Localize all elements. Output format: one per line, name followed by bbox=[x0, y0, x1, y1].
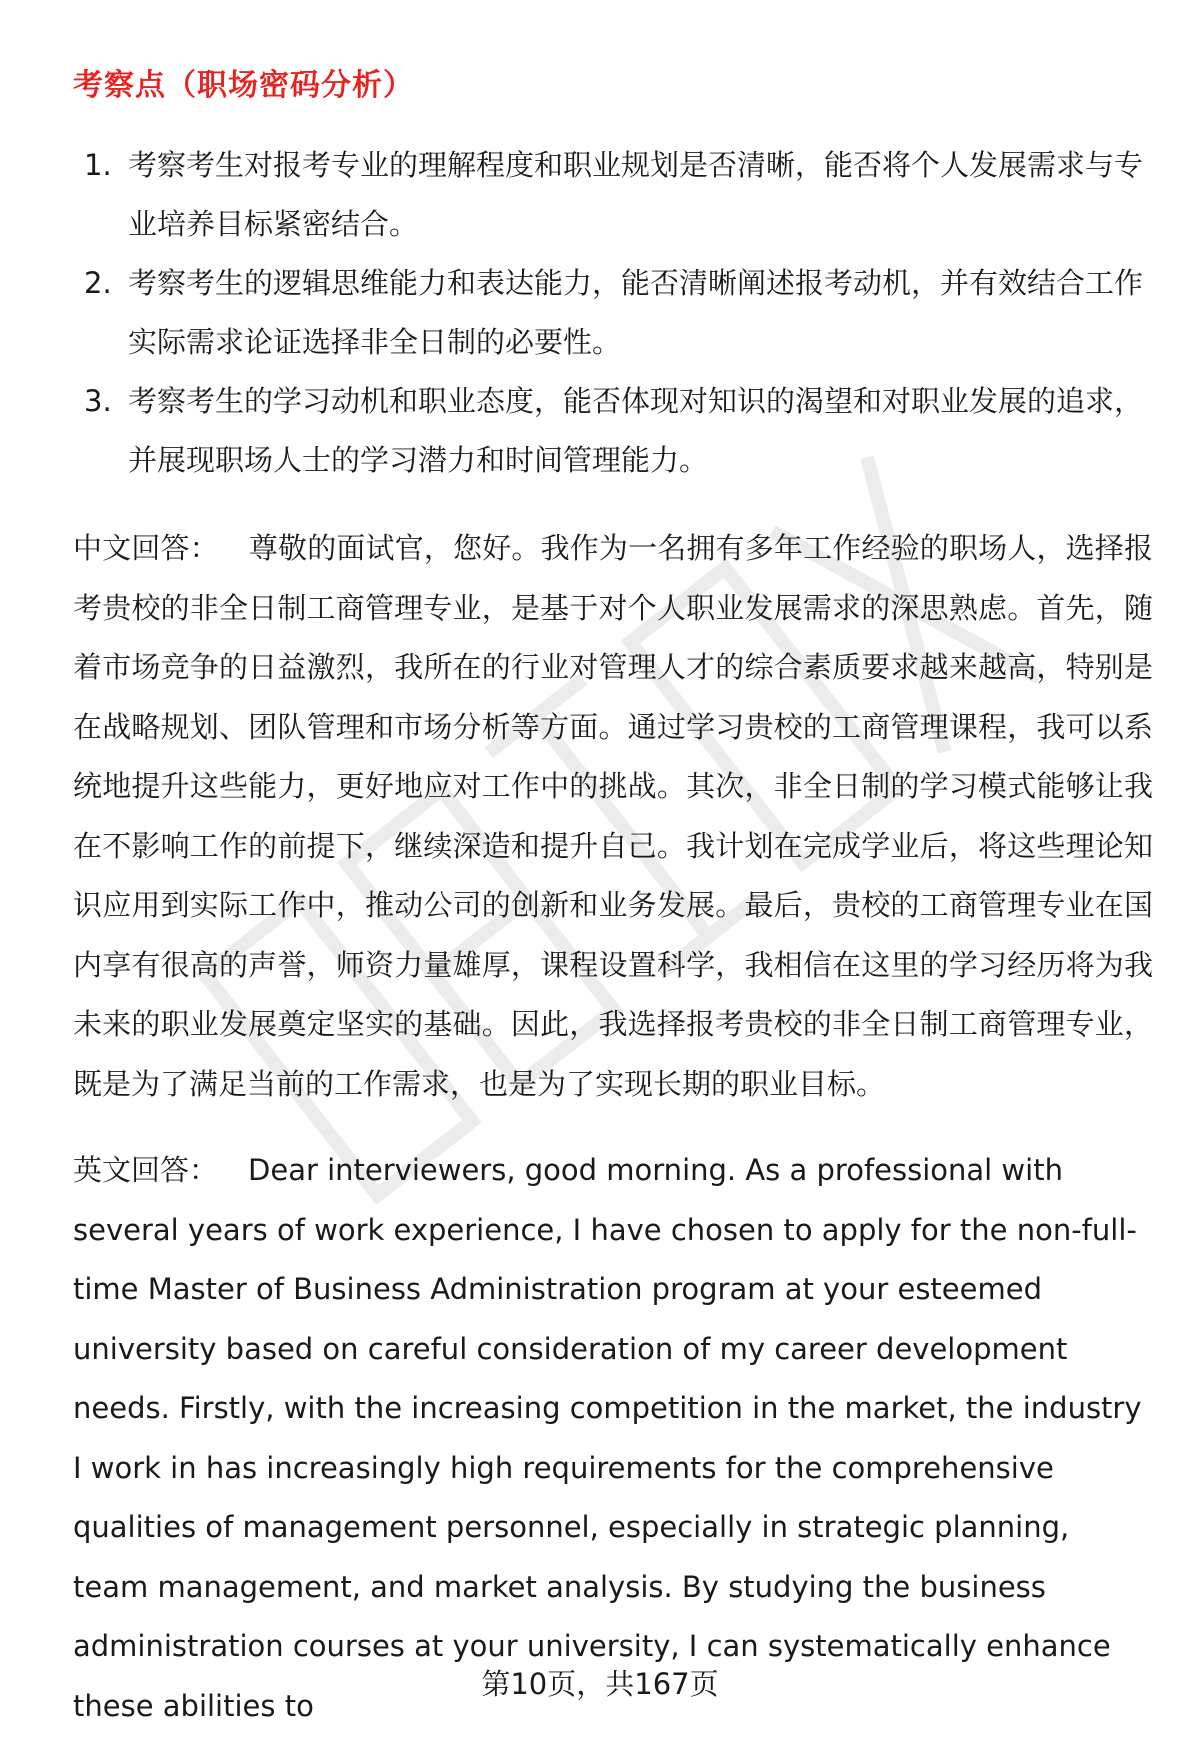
list-item-text: 考察考生的逻辑思维能力和表达能力，能否清晰阐述报考动机，并有效结合工作实际需求论证选择非全日制的必要性。 bbox=[128, 266, 1144, 359]
list-item-number: 1. bbox=[84, 148, 112, 182]
list-item-number: 3. bbox=[84, 384, 112, 418]
assessment-points-list bbox=[80, 136, 1150, 490]
list-item-number: 2. bbox=[84, 266, 112, 300]
chinese-answer bbox=[73, 519, 1153, 1114]
list-item-text: 考察考生的学习动机和职业态度，能否体现对知识的渴望和对职业发展的追求，并展现职场人士的学习潜力和时间管理能力。 bbox=[128, 384, 1144, 477]
english-answer-label: 英文回答： bbox=[73, 1153, 219, 1187]
section-heading: 考察点（职场密码分析） bbox=[73, 68, 414, 103]
page-number: 第10页，共167页 bbox=[481, 1667, 719, 1701]
chinese-answer-text: 尊敬的面试官，您好。我作为一名拥有多年工作经验的职场人，选择报考贵校的非全日制工商管理专业，是基于对个人职业发展需求的深思熟虑。首先，随着市场竞争的日益激烈，我所在的行业对管理人才的综合素质要求越来越高，特别是在战略规划、团队管理和市场分析等方面。通过学习贵校的工商管理课程，我可以系统地提升这些能力，更好地应对工作中的挑战。其次，非全日制的学习模式能够让我在不影响工作的前提下，继续深造和提升自己。我计划在完成学业后，将这些理论知识应用到实际工作中，推动公司的创新和业务发展。最后，贵校的工商管理专业在国内享有很高的声誉，师资力量雄厚，课程设置科学，我相信在这里的学习经历将为我未来的职业发展奠定坚实的基础。因此，我选择报考贵校的非全日制工商管理专业，既是为了满足当前的工作需求，也是为了实现长期的职业目标。 bbox=[73, 531, 1153, 1101]
english-answer bbox=[73, 1141, 1143, 1736]
list-item bbox=[80, 372, 1150, 490]
english-answer-text: Dear interviewers, good morning. As a professional with several years of work experience, I have chosen to apply for the non-full-time Master of Business Administration program at your esteemed university based on careful consideration of my career development needs. Firstly, with the increasing competition in the market, the industry I work in has increasingly high requirements for the comprehensive qualities of management personnel, especially in strategic planning, team management, and market analysis. By studying the business administration courses at your university, I can systematically enhance these abilities to bbox=[73, 1153, 1142, 1723]
list-item bbox=[80, 254, 1150, 372]
list-item bbox=[80, 136, 1150, 254]
list-item-text: 考察考生对报考专业的理解程度和职业规划是否清晰，能否将个人发展需求与专业培养目标紧密结合。 bbox=[128, 148, 1144, 241]
chinese-answer-label: 中文回答： bbox=[73, 531, 219, 565]
